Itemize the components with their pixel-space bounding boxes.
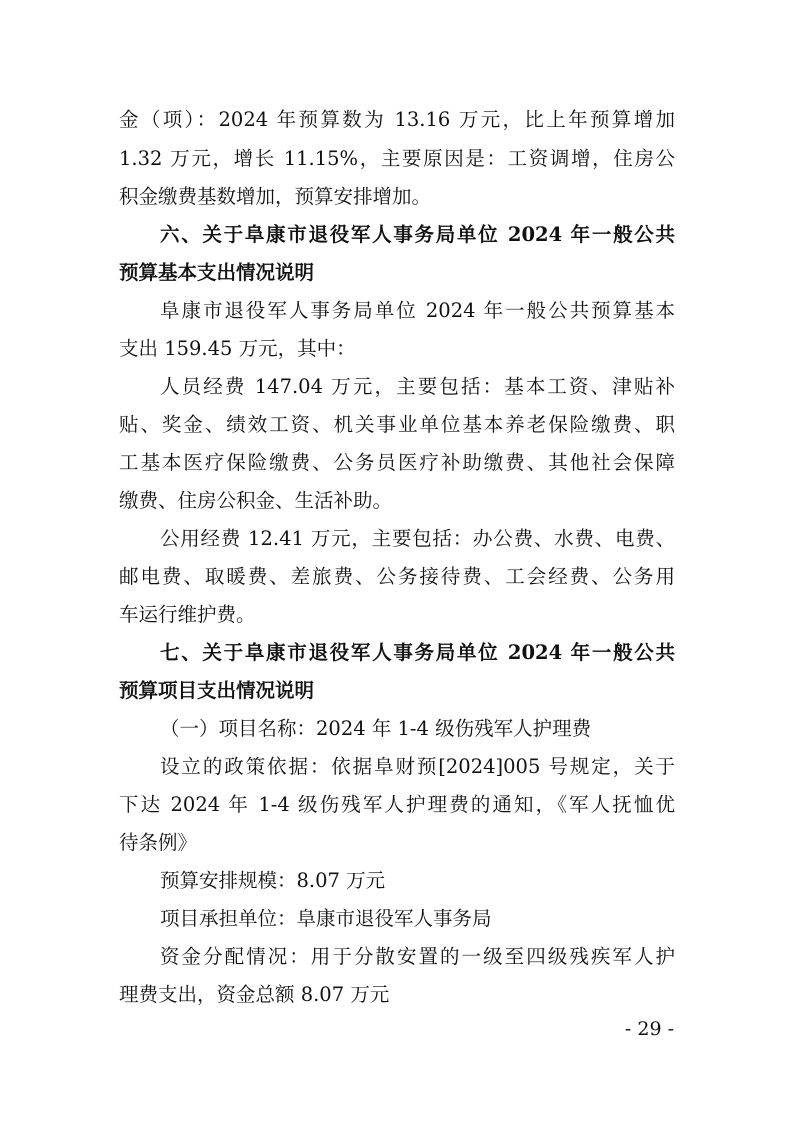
page-number: - 29 - [624, 1018, 674, 1040]
body-line-2: 1.32 万元，增长 11.15%，主要原因是：工资调增，住房公 [119, 147, 675, 170]
body-line-12: 公用经费 12.41 万元，主要包括：办公费、水费、电费、 [160, 527, 675, 550]
body-line-8: 人员经费 147.04 万元，主要包括：基本工资、津贴补 [160, 375, 675, 398]
body-line-6: 阜康市退役军人事务局单位 2024 年一般公共预算基本 [160, 299, 675, 322]
project-name-line: （一）项目名称：2024 年 1-4 级伤残军人护理费 [160, 717, 592, 740]
policy-basis-line-3: 待条例》 [119, 831, 198, 854]
body-line-13: 邮电费、取暖费、差旅费、公务接待费、工会经费、公务用 [119, 565, 675, 588]
section-6-heading-line-1: 六、关于阜康市退役军人事务局单位 2024 年一般公共 [160, 223, 675, 246]
body-line-10: 工基本医疗保险缴费、公务员医疗补助缴费、其他社会保障 [119, 451, 675, 474]
body-line-11: 缴费、住房公积金、生活补助。 [119, 489, 393, 512]
fund-allocation-line-1: 资金分配情况：用于分散安置的一级至四级残疾军人护 [160, 945, 675, 968]
section-7-heading-line-2: 预算项目支出情况说明 [119, 679, 315, 702]
body-line-9: 贴、奖金、绩效工资、机关事业单位基本养老保险缴费、职 [119, 413, 675, 436]
body-line-14: 车运行维护费。 [119, 603, 256, 626]
budget-scale-line: 预算安排规模：8.07 万元 [160, 869, 386, 892]
section-7-heading-line-1: 七、关于阜康市退役军人事务局单位 2024 年一般公共 [160, 641, 675, 664]
policy-basis-line-1: 设立的政策依据：依据阜财预[2024]005 号规定，关于 [160, 755, 675, 778]
undertaking-unit-line: 项目承担单位：阜康市退役军人事务局 [160, 907, 492, 930]
section-6-heading-line-2: 预算基本支出情况说明 [119, 261, 315, 284]
body-line-1: 金（项）：2024 年预算数为 13.16 万元，比上年预算增加 [119, 108, 675, 131]
body-line-7: 支出 159.45 万元，其中： [119, 337, 356, 360]
body-line-3: 积金缴费基数增加，预算安排增加。 [119, 185, 432, 208]
policy-basis-line-2: 下达 2024 年 1-4 级伤残军人护理费的通知，《军人抚恤优 [119, 793, 675, 816]
fund-allocation-line-2: 理费支出，资金总额 8.07 万元 [119, 983, 390, 1006]
